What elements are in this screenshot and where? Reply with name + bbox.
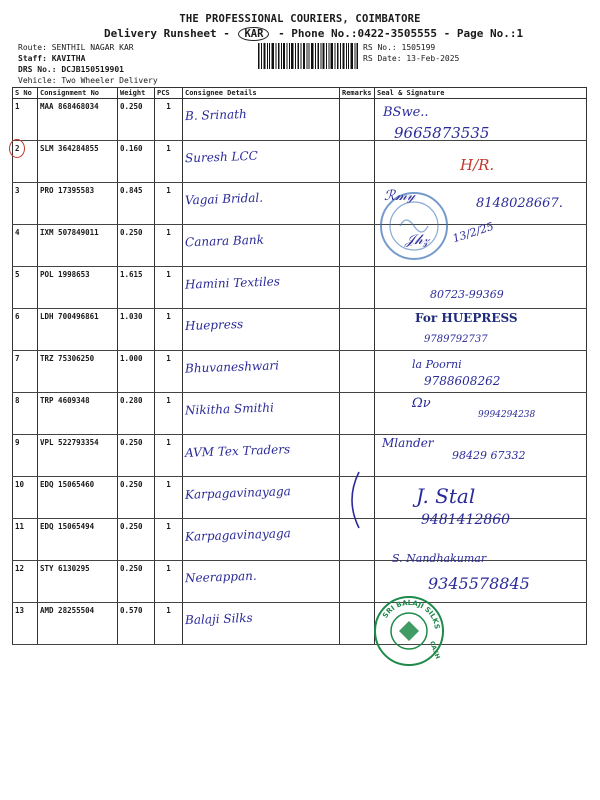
header-remarks: Remarks (340, 88, 375, 99)
row-remarks (340, 603, 375, 645)
row-consignee-cell (183, 99, 340, 141)
row-consignee-cell (183, 351, 340, 393)
table-row (13, 477, 587, 519)
row-weight: 0.250 (118, 99, 155, 141)
row-pcs: 1 (155, 351, 183, 393)
vehicle-text: Vehicle: Two Wheeler Delivery (18, 76, 158, 85)
row-remarks (340, 393, 375, 435)
header-consignee: Consignee Details (183, 88, 340, 99)
row-consignee-cell (183, 603, 340, 645)
signature-10-name: J. Stal (416, 484, 476, 508)
table-row (13, 141, 587, 183)
row-weight: 0.250 (118, 435, 155, 477)
row-consignment: IXM 507849011 (38, 225, 118, 267)
drs-text: DRS No.: DCJB150519901 (18, 65, 124, 74)
table-row (13, 603, 587, 645)
row-consignment: TRP 4609348 (38, 393, 118, 435)
row-weight: 1.000 (118, 351, 155, 393)
row-seal (375, 603, 587, 645)
row-sno: 12 (13, 561, 38, 603)
row-weight: 0.570 (118, 603, 155, 645)
row-sno: 10 (13, 477, 38, 519)
signature-8-phone: 9994294238 (478, 410, 536, 420)
signature-9-phone: 98429 67332 (452, 449, 526, 462)
row-weight: 0.845 (118, 183, 155, 225)
row-sno: 4 (13, 225, 38, 267)
header-weight: Weight (118, 88, 155, 99)
row-weight: 0.250 (118, 519, 155, 561)
runsheet-label: Delivery Runsheet - (104, 27, 230, 40)
row-remarks (340, 477, 375, 519)
row-seal (375, 519, 587, 561)
row-consignee: Suresh LCC (184, 148, 259, 166)
row-consignee: Balaji Silks (184, 610, 253, 628)
row-sno: 11 (13, 519, 38, 561)
row-consignee: Vagai Bridal. (184, 190, 264, 208)
row-seal (375, 351, 587, 393)
row-pcs: 1 (155, 393, 183, 435)
table-row (13, 309, 587, 351)
signature-8-scrawl: Ων (412, 396, 431, 411)
row-consignment: AMD 28255504 (38, 603, 118, 645)
row-consignee: Hamini Textiles (184, 274, 281, 292)
row-weight: 1.030 (118, 309, 155, 351)
runsheet-title-line (104, 27, 523, 41)
row-weight: 0.280 (118, 393, 155, 435)
row-consignment: SLM 364284855 (38, 141, 118, 183)
row-weight: 0.160 (118, 141, 155, 183)
row-weight: 0.250 (118, 225, 155, 267)
row-consignee: Huepress (184, 316, 244, 334)
signature-4-date: 13/2/25 (451, 219, 496, 246)
delivery-table (12, 87, 587, 645)
signature-5-phone: 80723-99369 (430, 288, 504, 301)
row-seal (375, 561, 587, 603)
table-row (13, 225, 587, 267)
row-seal (375, 309, 587, 351)
rs-date-text: RS Date: 13-Feb-2025 (363, 54, 460, 63)
stamp-ring-path: SRI BALAJI SILKS (381, 598, 441, 630)
signature-12-name: S. Nandhakumar (392, 552, 487, 565)
row-consignee-cell (183, 225, 340, 267)
row-consignee: AVM Tex Traders (184, 442, 291, 460)
row-remarks (340, 561, 375, 603)
meta-right (363, 42, 459, 64)
row-sno: 1 (13, 99, 38, 141)
row-seal (375, 393, 587, 435)
row-pcs: 1 (155, 435, 183, 477)
row-consignee-cell (183, 141, 340, 183)
header-pcs: PCS (155, 88, 183, 99)
row-consignee-cell (183, 561, 340, 603)
row-pcs: 1 (155, 519, 183, 561)
row-consignee-cell (183, 519, 340, 561)
row-consignee: Neerappan. (184, 568, 257, 586)
row-consignee-cell (183, 183, 340, 225)
signature-4-scrawl: 𝒥𝒽𝓏 (405, 232, 430, 248)
signature-6-phone: 9789792737 (424, 334, 488, 345)
row-consignee-cell (183, 309, 340, 351)
table-row (13, 519, 587, 561)
row-remarks (340, 99, 375, 141)
row-consignment: PRO 17395583 (38, 183, 118, 225)
barcode (258, 43, 358, 69)
route-text: Route: SENTHIL NAGAR KAR (18, 43, 134, 52)
huepress-stamp: For HUEPRESS (415, 311, 518, 325)
kar-badge: KAR (238, 27, 269, 41)
row-remarks (340, 225, 375, 267)
row-consignee-cell (183, 477, 340, 519)
signature-2-mark: H/R. (460, 156, 495, 174)
phone-page-text: - Phone No.:0422-3505555 - Page No.:1 (278, 27, 524, 40)
table-row (13, 351, 587, 393)
row-remarks (340, 519, 375, 561)
row-consignee: Nikitha Smithi (184, 400, 275, 418)
row-pcs: 1 (155, 99, 183, 141)
row-consignment: STY 6130295 (38, 561, 118, 603)
signature-3-phone: 8148028667. (476, 196, 563, 211)
row-seal (375, 267, 587, 309)
table-row (13, 183, 587, 225)
row-pcs: 1 (155, 225, 183, 267)
table-row (13, 393, 587, 435)
row-consignee: Bhuvaneshwari (184, 358, 280, 376)
row-consignee: B. Srinath (184, 106, 247, 124)
row-consignment: LDH 700496861 (38, 309, 118, 351)
row-seal (375, 477, 587, 519)
row-weight: 0.250 (118, 561, 155, 603)
table-row (13, 99, 587, 141)
header-consignment: Consignment No (38, 88, 118, 99)
row-sno: 3 (13, 183, 38, 225)
row-sno: 9 (13, 435, 38, 477)
row-consignee: Canara Bank (184, 232, 265, 250)
row-consignment: EDQ 15065494 (38, 519, 118, 561)
signature-9-name: Mlander (382, 436, 434, 450)
row-seal (375, 99, 587, 141)
row-consignee-cell (183, 393, 340, 435)
table-header-row (13, 88, 587, 99)
meta-left (18, 42, 158, 86)
row-pcs: 1 (155, 309, 183, 351)
row-remarks (340, 267, 375, 309)
row-consignment: TRZ 75306250 (38, 351, 118, 393)
row-weight: 0.250 (118, 477, 155, 519)
row-remarks (340, 435, 375, 477)
row-weight: 1.615 (118, 267, 155, 309)
stamp-cash-text: CASH (428, 640, 441, 660)
header-seal: Seal & Signature (375, 88, 587, 99)
row-pcs: 1 (155, 267, 183, 309)
row-sno: 6 (13, 309, 38, 351)
row-sno: 2 (13, 141, 38, 183)
row-sno: 8 (13, 393, 38, 435)
row-sno: 7 (13, 351, 38, 393)
signature-1-phone: 9665873535 (394, 124, 490, 142)
signature-7-phone: 9788608262 (424, 374, 501, 388)
table-row (13, 561, 587, 603)
row-consignee-cell (183, 267, 340, 309)
row-sno: 5 (13, 267, 38, 309)
row-pcs: 1 (155, 477, 183, 519)
row-seal (375, 225, 587, 267)
signature-7-name: la Poorni (412, 358, 462, 371)
signature-10-phone: 9481412860 (421, 512, 511, 528)
row-consignment: EDQ 15065460 (38, 477, 118, 519)
table-row (13, 435, 587, 477)
table-row (13, 267, 587, 309)
row-pcs: 1 (155, 141, 183, 183)
row-remarks (340, 309, 375, 351)
row-sno: 13 (13, 603, 38, 645)
row-remarks (340, 141, 375, 183)
row-consignee-cell (183, 435, 340, 477)
row-seal (375, 141, 587, 183)
row-consignee: Karpagavinayaga (184, 526, 292, 544)
signature-3-scrawl: ℛ𝓂𝓎 (384, 188, 416, 204)
signature-12-phone: 9345578845 (428, 574, 530, 593)
row-remarks (340, 183, 375, 225)
row-pcs: 1 (155, 561, 183, 603)
row-consignment: VPL 522793354 (38, 435, 118, 477)
row-consignment: POL 1998653 (38, 267, 118, 309)
row-seal (375, 435, 587, 477)
row-seal (375, 183, 587, 225)
row-pcs: 1 (155, 183, 183, 225)
row-consignee: Karpagavinayaga (184, 484, 292, 502)
signature-1-name: BSwe.. (383, 105, 429, 120)
rs-no-text: RS No.: 1505199 (363, 43, 436, 52)
row-consignment: MAA 868468034 (38, 99, 118, 141)
staff-text: Staff: KAVITHA (18, 54, 86, 63)
company-name: THE PROFESSIONAL COURIERS, COIMBATORE (179, 13, 421, 25)
row-remarks (340, 351, 375, 393)
header-sno: S No (13, 88, 38, 99)
row-pcs: 1 (155, 603, 183, 645)
